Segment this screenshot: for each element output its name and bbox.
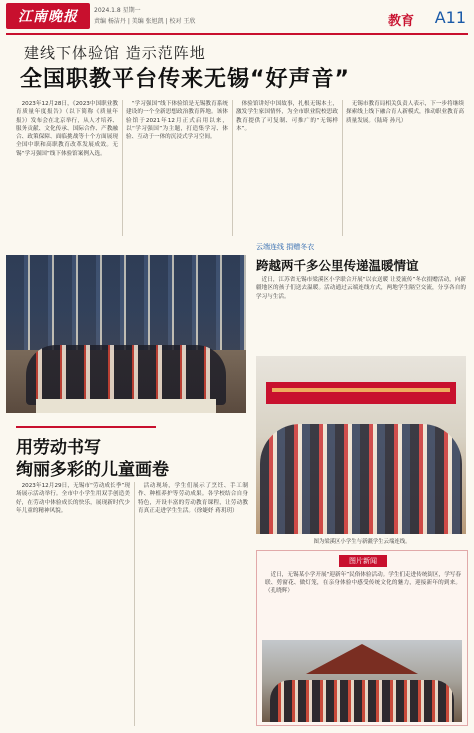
photo-students-group: [26, 345, 226, 405]
story1-column-2: [126, 100, 228, 236]
photo-pavilion-roof: [292, 644, 432, 674]
story1-column-4: [346, 100, 464, 236]
photo-students-crowd: [260, 424, 462, 534]
story3-rule: [16, 426, 156, 428]
story2-body: [256, 276, 466, 352]
page-number: A11: [434, 8, 466, 27]
picture-news-tag: 图片新闻: [339, 555, 387, 567]
story1-headline: 全国职教平台传来无锡“好声音”: [20, 67, 350, 92]
newspaper-logo: [6, 3, 90, 29]
story2-photo-caption: 图为梁溪区小学生与新疆学生云端连线。: [313, 539, 411, 545]
story1-col3-text: 体验馆讲好中国故事，扎根无锡本土，激发学生家国情怀，为全市职业院校思政教育提供了可复制、可推广的“无锡样本”。: [236, 101, 338, 132]
story3-col1-text: 2023年12月29日，无锡市“劳动成长季”现场展示活动举行。全市中小学生用双手创造美好，在劳动中体验成长的快乐，展现新时代少年儿童的精神风貌。: [16, 483, 130, 514]
story1-col2-text: “学习强国”线下体验馆是无锡教育系统建设的一个全新思想政治教育阵地。该体验馆于2021年12月正式启用以来，以“学习强国”为主题，打造集学习、体验、互动于一体的沉浸式学习空间。: [126, 101, 228, 141]
story3-headline-line2: 绚丽多彩的儿童画卷: [16, 460, 169, 480]
story2-photo: [256, 356, 466, 534]
logo-text: 江南晚报: [18, 9, 78, 25]
date-line: 2024.1.8 星期一: [94, 7, 141, 14]
photo-red-banner: [266, 382, 456, 404]
section-name: 教育: [387, 14, 414, 29]
column-divider: [342, 100, 343, 236]
story2-headline: 跨越两千多公里传递温暖情谊: [256, 258, 419, 273]
story1-col1-text: 2023年12月28日，《2023中国职业教育质量年度报告》（以下简称《质量年报》）发布会在北京举行，从人才培养、服务贡献、文化传承、国际合作、产教融合、政策保障、面临挑战等十个方面展现全国中职和高职教育改革发展成效。无锡“学习强国”线下体验馆案例入选。: [16, 101, 118, 157]
photo-wall-exhibits: [6, 255, 246, 350]
story1-col4-text: 无锡市教育局相关负责人表示，下一步将继续探索线上线下融合育人新模式，推动职业教育高质量发展。（陆琦 孙凡）: [346, 101, 464, 124]
photo-table: [36, 399, 216, 413]
photo-students-festival: [270, 680, 454, 722]
story1-photo: [6, 255, 246, 413]
column-divider: [232, 100, 233, 236]
story1-column-1: [16, 100, 118, 236]
masthead: [0, 0, 474, 34]
story2-body-text: 近日，江苏省无锡市梁溪区小学联合开展“以衣送暖 让爱流传”冬衣捐赠活动，向新疆地区的孩子们送去温暖。活动通过云端连线方式，两地学生隔空交流，分享各自的学习与生活。: [256, 277, 466, 300]
picture-news-photo: [262, 640, 462, 722]
story1-kicker: 建线下体验馆 造示范阵地: [24, 44, 206, 62]
story3-column-2: [138, 482, 248, 726]
editors-line: 责编 杨洁丹 | 美编 张旭凯 | 校对 王欣: [94, 18, 196, 25]
story1-column-3: [236, 100, 338, 236]
picture-news-text: 近日，无锡某小学开展“迎新年”民俗体验活动。学生们走进传统街区，学写春联、剪窗花、做灯笼，在亲身体验中感受传统文化的魅力，迎接新年的到来。（孔晓辉）: [265, 572, 461, 595]
masthead-rule: [6, 33, 468, 35]
story3-headline-line1: 用劳动书写: [16, 438, 101, 458]
story3-column-1: [16, 482, 130, 726]
column-divider: [134, 482, 135, 726]
column-divider: [122, 100, 123, 236]
story2-kicker: 云端连线 捐赠冬衣: [256, 243, 315, 251]
story3-col2-text: 活动现场，学生们展示了烹饪、手工制作、种植养护等劳动成果。各学校结合自身特色，开设丰富的劳动教育课程，让劳动教育真正走进学生生活。（徐婕妤 蒋玥玥）: [138, 483, 248, 514]
